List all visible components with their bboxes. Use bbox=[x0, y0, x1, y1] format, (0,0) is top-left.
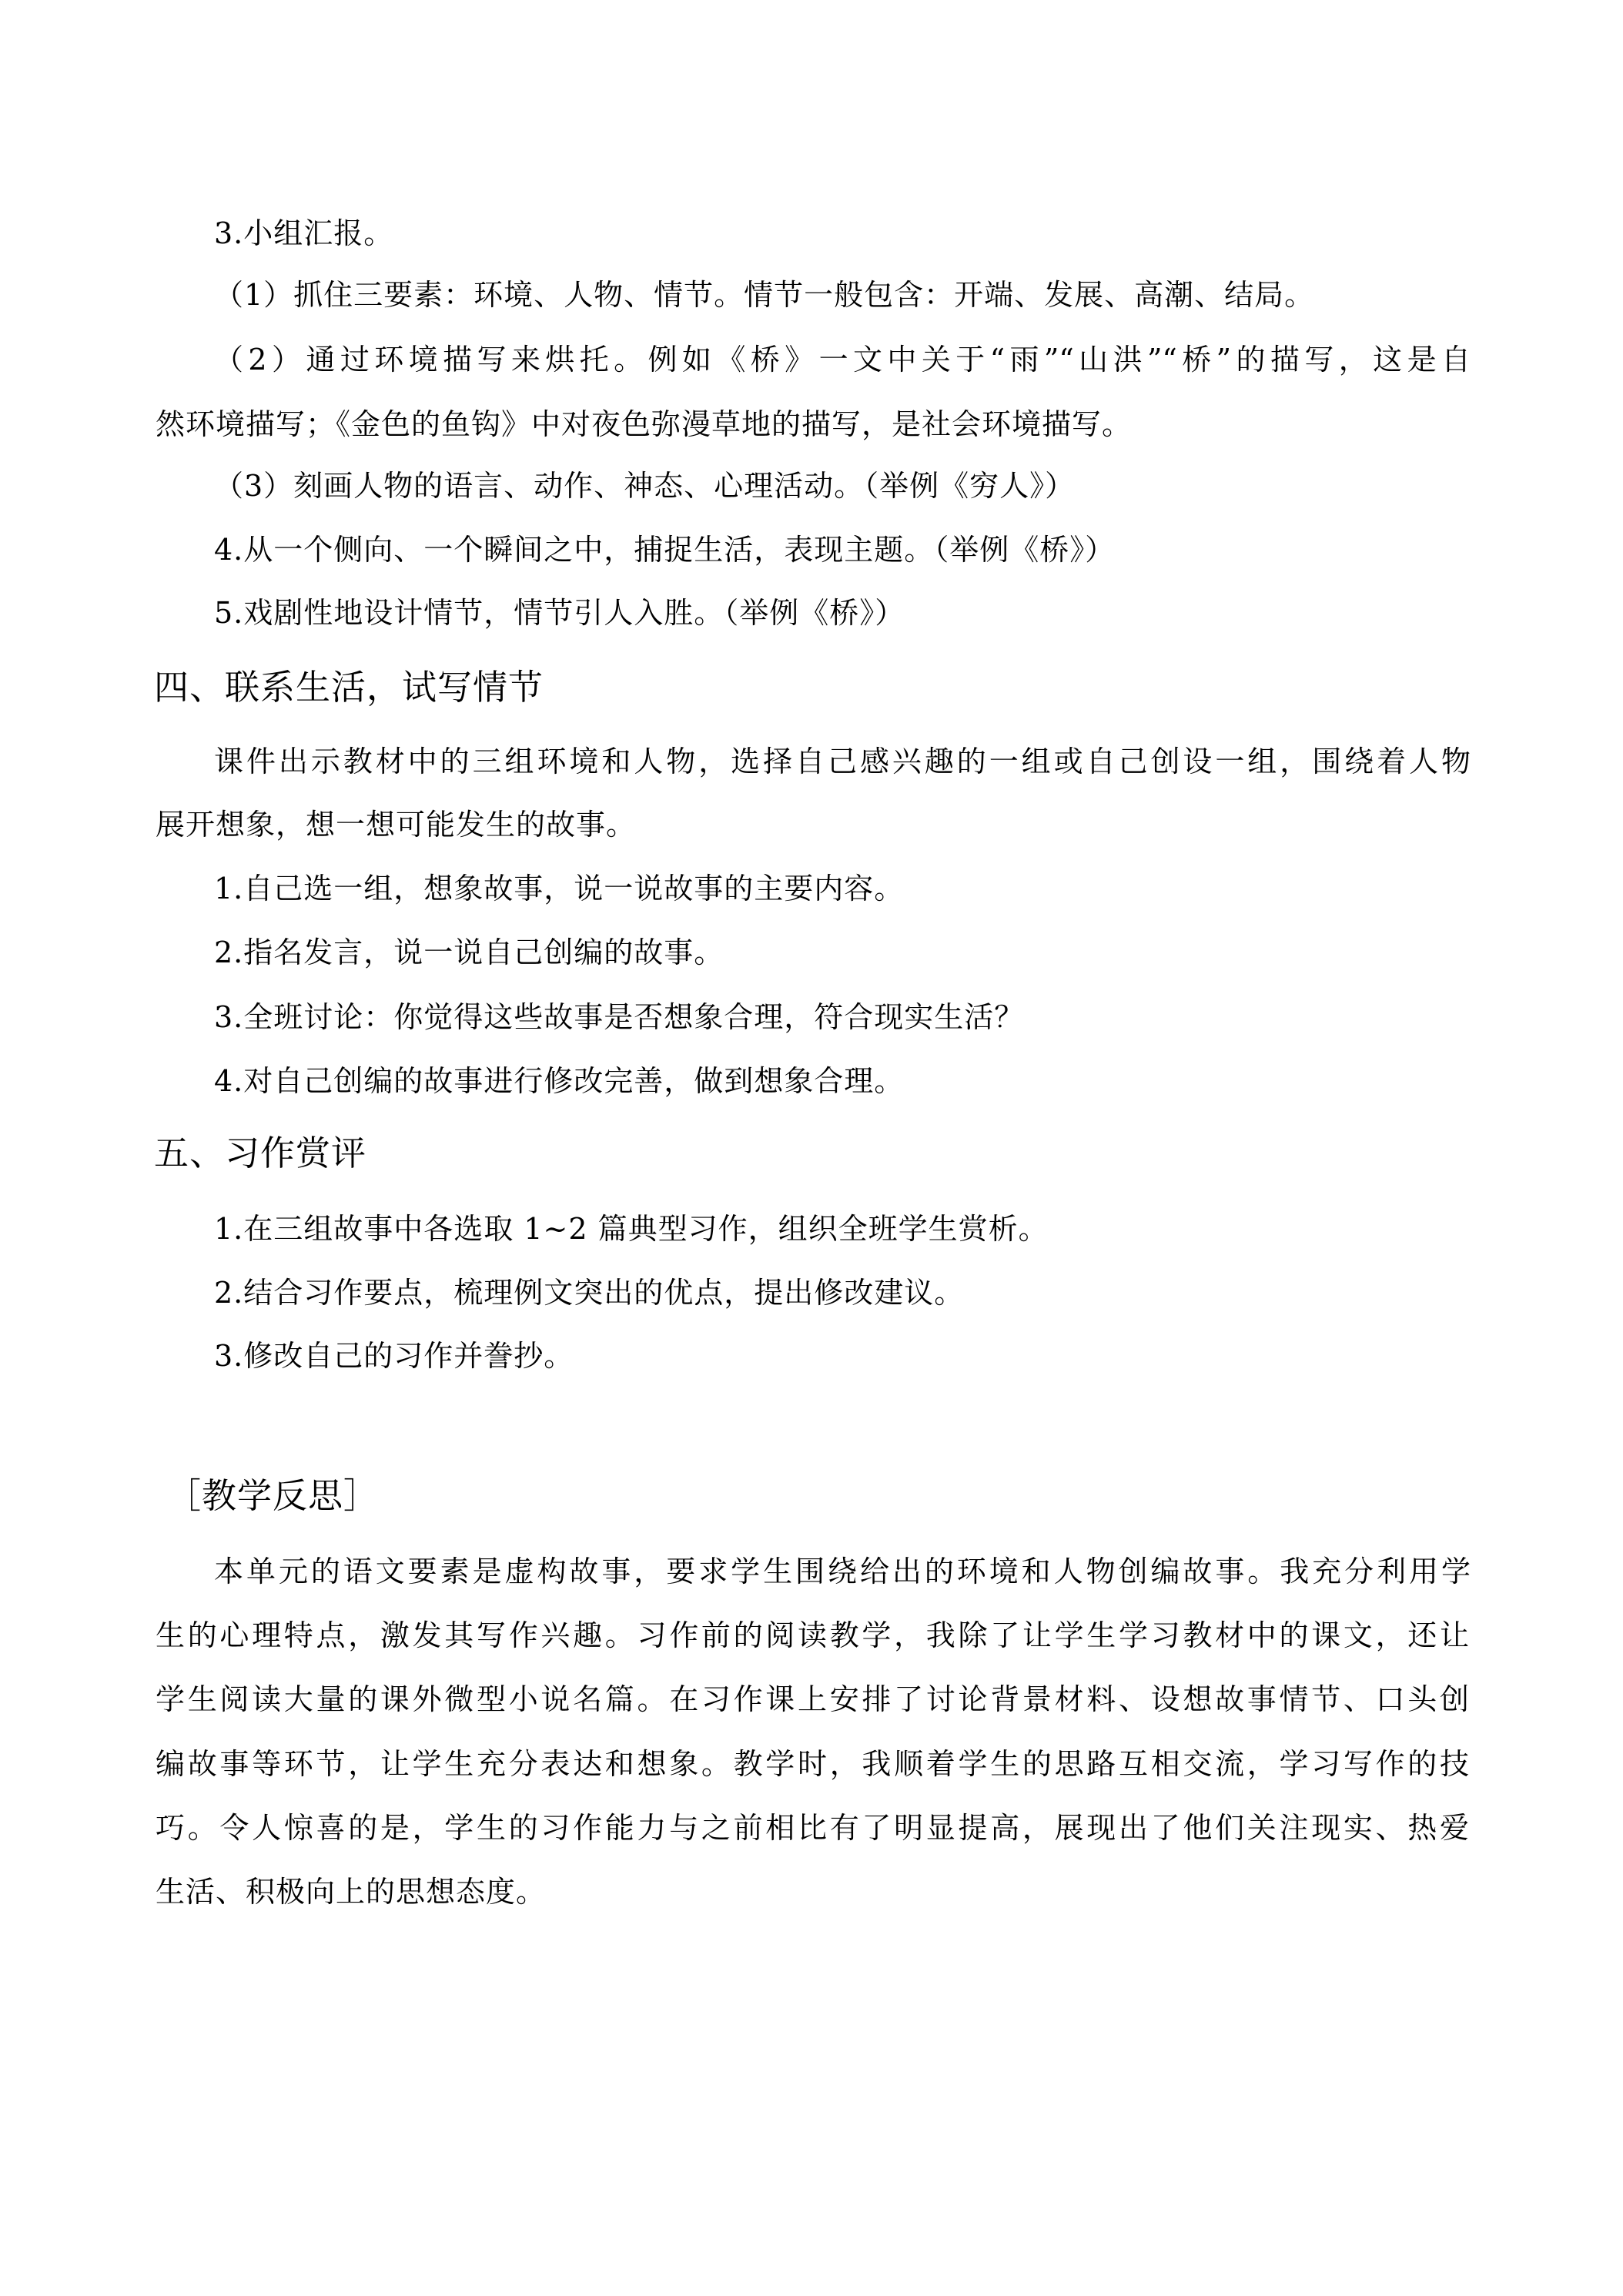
section-4-intro-line-1: 课件出示教材中的三组环境和人物，选择自己感兴趣的一组或自己创设一组，围绕着人物 bbox=[214, 745, 1471, 778]
section-4-heading: 四、联系生活，试写情节 bbox=[154, 667, 544, 708]
step-4: 4.从一个侧向、一个瞬间之中，捕捉生活，表现主题。（举例《桥》） bbox=[214, 533, 1116, 567]
section-4-item-3: 3.全班讨论：你觉得这些故事是否想象合理，符合现实生活？ bbox=[214, 1000, 1025, 1034]
section-4-intro-line-2: 展开想象，想一想可能发生的故事。 bbox=[156, 808, 637, 842]
reflection-line-3: 学生阅读大量的课外微型小说名篇。在习作课上安排了讨论背景材料、设想故事情节、口头创 bbox=[156, 1682, 1469, 1716]
sub-step-1: （1）抓住三要素：环境、人物、情节。情节一般包含：开端、发展、高潮、结局。 bbox=[214, 278, 1315, 312]
reflection-line-4: 编故事等环节，让学生充分表达和想象。教学时，我顺着学生的思路互相交流，学习写作的技 bbox=[156, 1747, 1469, 1781]
section-5-item-1: 1.在三组故事中各选取 1~2 篇典型习作，组织全班学生赏析。 bbox=[214, 1212, 1049, 1246]
reflection-line-1: 本单元的语文要素是虚构故事，要求学生围绕给出的环境和人物创编故事。我充分利用学 bbox=[214, 1555, 1471, 1588]
step-5: 5.戏剧性地设计情节，情节引人入胜。（举例《桥》） bbox=[214, 596, 905, 630]
section-5-item-3: 3.修改自己的习作并誊抄。 bbox=[214, 1339, 574, 1373]
section-5-heading: 五、习作赏评 bbox=[154, 1133, 367, 1173]
reflection-line-5: 巧。令人惊喜的是，学生的习作能力与之前相比有了明显提高，展现出了他们关注现实、热爱 bbox=[156, 1811, 1469, 1845]
step-3-report: 3.小组汇报。 bbox=[214, 216, 394, 250]
sub-step-3: （3）刻画人物的语言、动作、神态、心理活动。（举例《穷人》） bbox=[214, 469, 1076, 503]
reflection-line-6: 生活、积极向上的思想态度。 bbox=[156, 1875, 547, 1909]
reflection-title: ［教学反思］ bbox=[166, 1475, 380, 1516]
section-4-item-4: 4.对自己创编的故事进行修改完善，做到想象合理。 bbox=[214, 1064, 905, 1098]
section-4-item-2: 2.指名发言，说一说自己创编的故事。 bbox=[214, 935, 724, 969]
section-5-item-2: 2.结合习作要点，梳理例文突出的优点，提出修改建议。 bbox=[214, 1276, 965, 1310]
section-4-item-1: 1.自己选一组，想象故事，说一说故事的主要内容。 bbox=[214, 872, 905, 905]
reflection-line-2: 生的心理特点，激发其写作兴趣。习作前的阅读教学，我除了让学生学习教材中的课文，还让 bbox=[156, 1618, 1469, 1652]
sub-step-2-line-2: 然环境描写；《金色的鱼钩》中对夜色弥漫草地的描写，是社会环境描写。 bbox=[156, 407, 1133, 441]
sub-step-2-line-1: （2）通过环境描写来烘托。例如《桥》一文中关于“雨”“山洪”“桥”的描写，这是自 bbox=[214, 343, 1471, 377]
